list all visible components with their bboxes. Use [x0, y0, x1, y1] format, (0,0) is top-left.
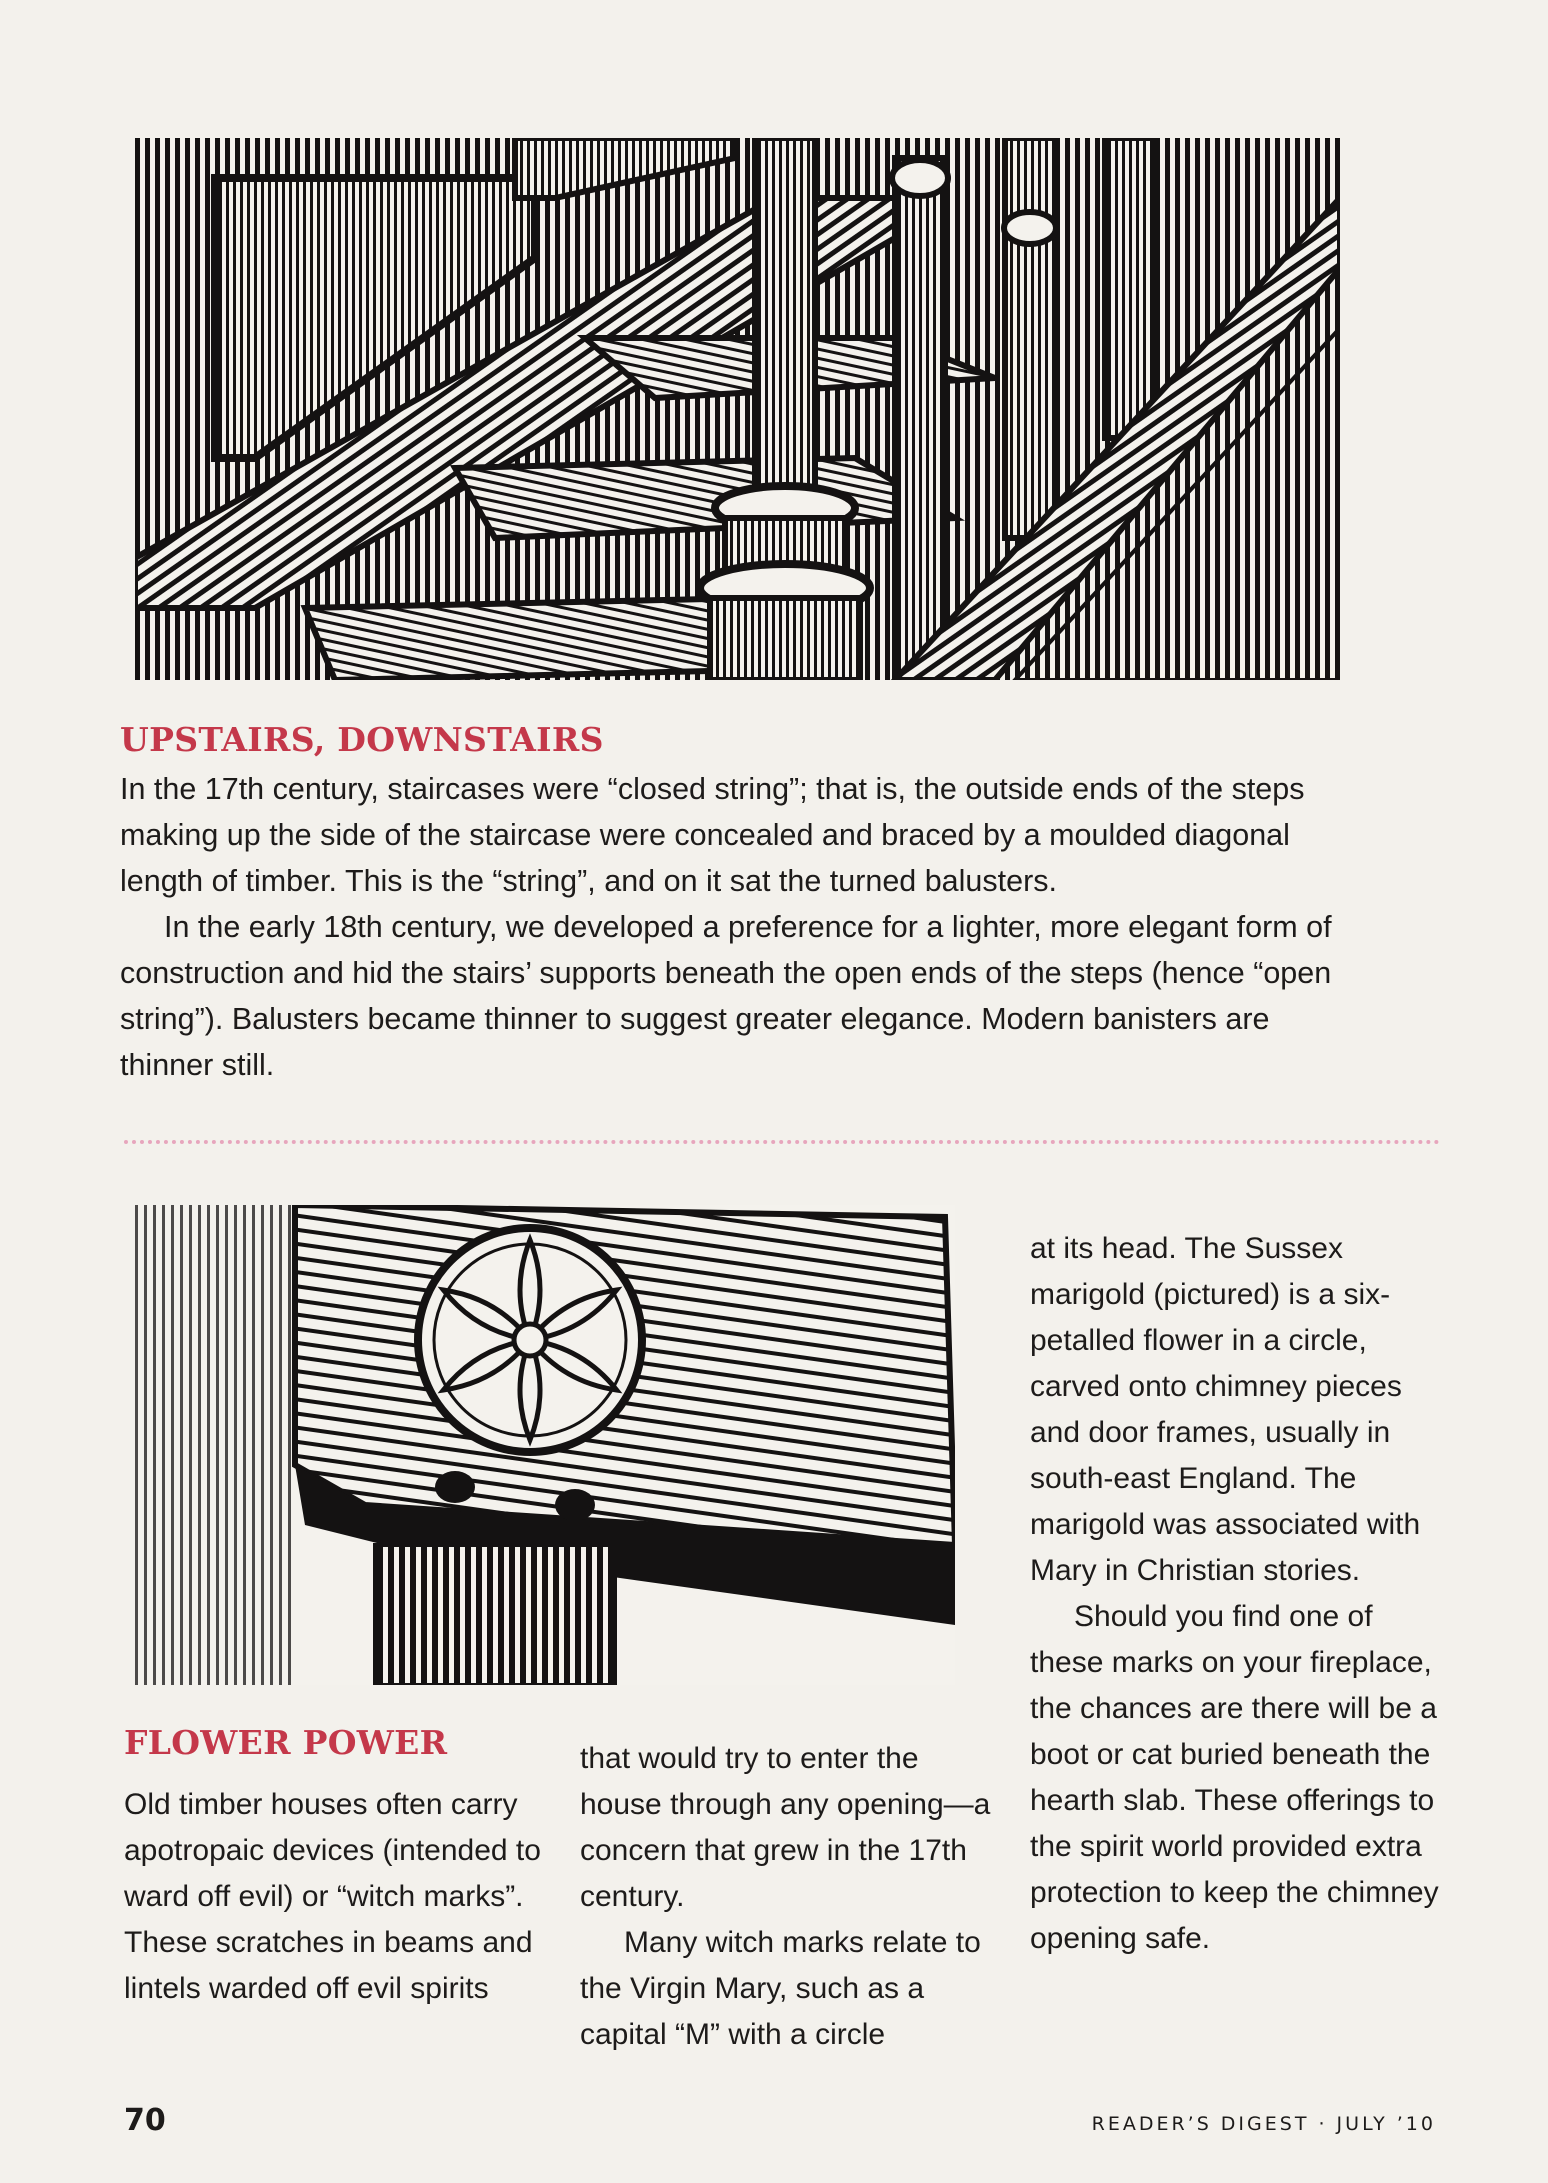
column3-paragraph-1: at its head. The Sussex marigold (pictured) is a six-petalled flower in a circle, carved onto chimney pieces and door frames, usually in south-east England. The marigold was associated with Mary in Christian stories.: [1030, 1232, 1421, 1587]
section-divider: [124, 1140, 1440, 1144]
text-column-3: [1030, 1226, 1450, 1962]
column1-paragraph: Old timber houses often carry apotropaic devices (intended to ward off evil) or “witch marks”. These scratches in beams and lintels warded off evil spirits: [124, 1788, 541, 2005]
publication-folio: READER’S DIGEST · JULY ’10: [1091, 2113, 1436, 2135]
section-heading-flower-power: FLOWER POWER: [124, 1723, 448, 1762]
column2-paragraph-2: Many witch marks relate to the Virgin Mary, such as a capital “M” with a circle: [580, 1926, 981, 2051]
page-number: 70: [124, 2103, 166, 2138]
column2-paragraph-1: that would try to enter the house through any opening—a concern that grew in the 17th century.: [580, 1742, 991, 1913]
section1-paragraph-1: In the 17th century, staircases were “closed string”; that is, the outside ends of the steps making up the side of the staircase were concealed and braced by a moulded diagonal length of timber. This is the “string”, and on it sat the turned balusters.: [120, 772, 1305, 898]
section-heading-upstairs-downstairs: UPSTAIRS, DOWNSTAIRS: [120, 720, 604, 759]
staircase-illustration: [135, 138, 1340, 680]
section1-body: [120, 766, 1360, 1088]
text-column-2: [580, 1736, 1000, 2058]
section1-paragraph-2: In the early 18th century, we developed a preference for a lighter, more elegant form of construction and hid the stairs’ supports beneath the open ends of the steps (hence “open string”). Balusters became thinner to suggest greater elegance. Modern banisters are thinner still.: [120, 910, 1332, 1082]
column3-paragraph-2: Should you find one of these marks on your fireplace, the chances are there will be a boot or cat buried beneath the hearth slab. These offerings to the spirit world provided extra protection to keep the chimney opening safe.: [1030, 1600, 1439, 1955]
text-column-1: [124, 1782, 554, 2012]
carved-beam-illustration: [135, 1205, 955, 1685]
